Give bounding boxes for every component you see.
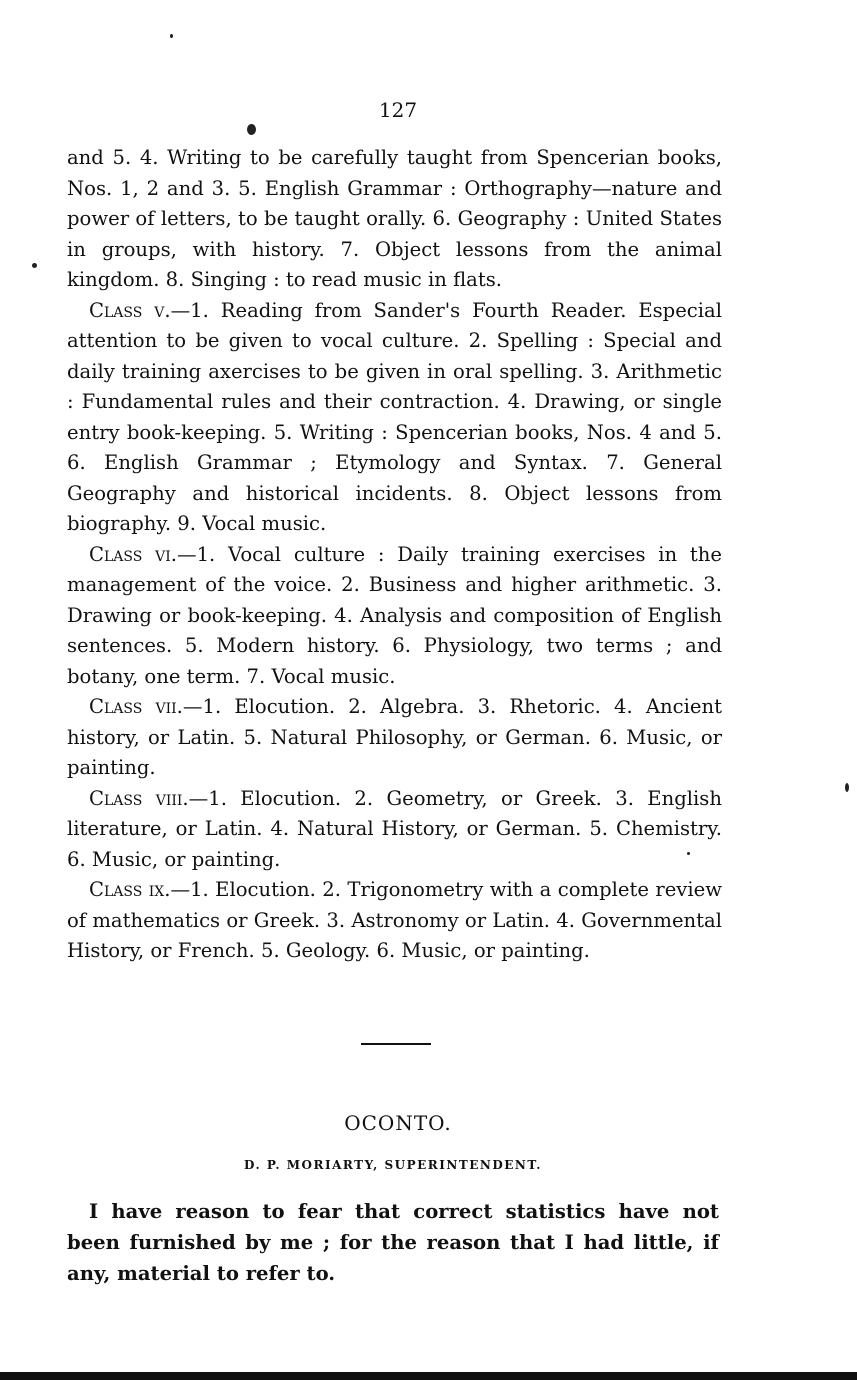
- ink-speck-mark: [845, 783, 849, 792]
- section-paragraph: I have reason to fear that correct statistics have not been furnished by me ; for the reason that I had little, if any, material to refer to.: [67, 1200, 719, 1285]
- class-label: Class vi.: [89, 542, 177, 566]
- section-body: [67, 1196, 719, 1289]
- section-heading: OCONTO.: [344, 1111, 452, 1135]
- page-number: 127: [378, 98, 418, 122]
- ink-blot-mark: [247, 124, 256, 135]
- paragraph-text: —1. Elocution. 2. Trigonometry with a complete review of mathematics or Greek. 3. Astronomy or Latin. 4. Governmental History, or French. 5. Geology. 6. Music, or painting.: [67, 878, 722, 962]
- paragraph-continuation: [67, 143, 722, 296]
- paragraph-class-vi: [67, 540, 722, 693]
- paragraph-class-ix: [67, 875, 722, 967]
- paragraph-class-v: [67, 296, 722, 540]
- paragraph-class-viii: [67, 784, 722, 876]
- paragraph-class-vii: [67, 692, 722, 784]
- class-label: Class v.: [89, 298, 171, 322]
- paragraph-text: —1. Vocal culture : Daily training exercises in the management of the voice. 2. Business and higher arithmetic. 3. Drawing or book-keeping. 4. Analysis and composition of English sentences. 5. Modern history. 6. Physiology, two terms ; and botany, one term. 7. Vocal music.: [67, 542, 723, 688]
- section-byline: D. P. MORIARTY, SUPERINTENDENT.: [244, 1158, 542, 1172]
- ink-speck-mark: [32, 263, 37, 268]
- class-label: Class viii.: [89, 786, 189, 810]
- scan-bottom-edge: [0, 1372, 857, 1380]
- section-divider: [361, 1043, 431, 1045]
- ink-speck-mark: [170, 34, 173, 38]
- class-label: Class ix.: [89, 878, 171, 901]
- ink-speck-mark: [687, 852, 690, 855]
- paragraph-text: —1. Reading from Sander's Fourth Reader. Especial attention to be given to vocal culture. 2. Spelling : Special and daily training axercises to be given in oral spelling. 3. Arithmetic : Fundamental rules and their contraction. 4. Drawing, or single entry book-keeping. 5. Writing : Spencerian books, Nos. 4 and 5. 6. English Grammar ; Etymology and Syntax. 7. General Geography and historical incidents. 8. Object lessons from biography. 9. Vocal music.: [67, 298, 722, 535]
- paragraph-text: —1. Elocution. 2. Algebra. 3. Rhetoric. 4. Ancient history, or Latin. 5. Natural Philosophy, or German. 6. Music, or painting.: [67, 695, 722, 779]
- class-label: Class vii.: [89, 695, 183, 718]
- paragraph-text: and 5. 4. Writing to be carefully taught from Spencerian books, Nos. 1, 2 and 3. 5. English Grammar : Orthography—nature and power of letters, to be taught orally. 6. Geography : United States in groups, with history. 7. Object lessons from the animal kingdom. 8. Singing : to read music in flats.: [67, 146, 722, 291]
- body-text: [67, 143, 722, 967]
- paragraph-text: —1. Elocution. 2. Geometry, or Greek. 3. English literature, or Latin. 4. Natural History, or German. 5. Chemistry. 6. Music, or painting.: [67, 786, 722, 871]
